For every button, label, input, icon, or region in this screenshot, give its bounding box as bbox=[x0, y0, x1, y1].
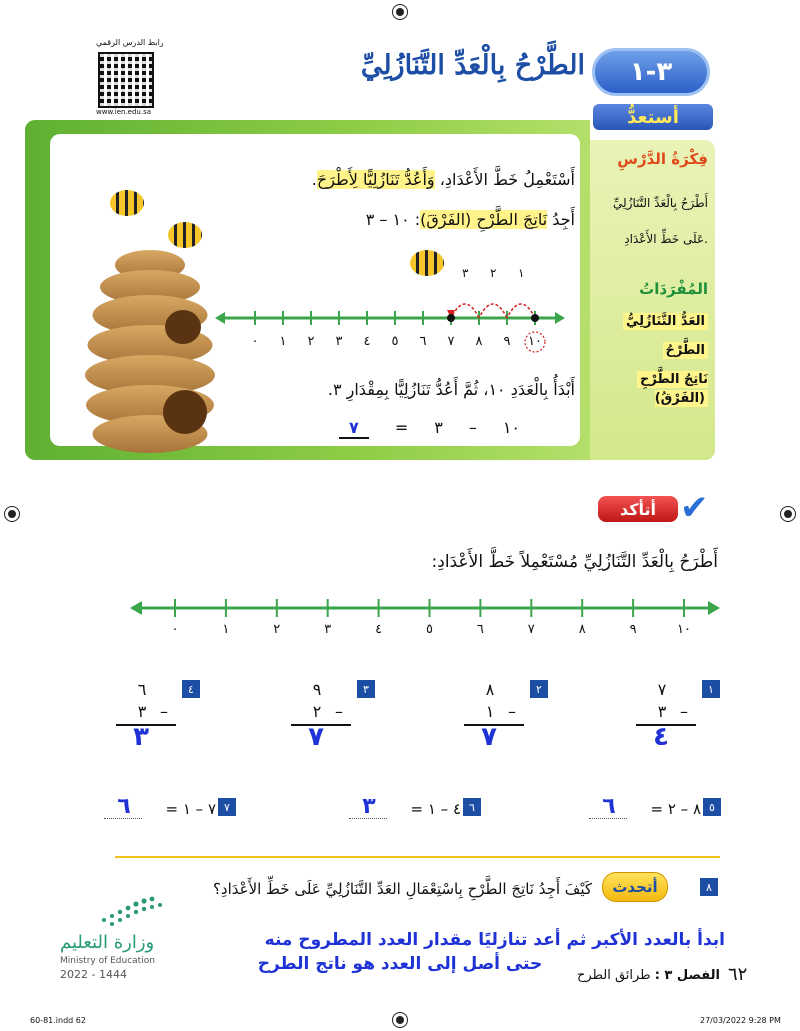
number-line-label: ٨ bbox=[475, 334, 483, 349]
section-divider bbox=[115, 856, 720, 858]
bee-icon bbox=[110, 190, 144, 216]
beehive-illustration bbox=[85, 250, 215, 460]
talk-badge: أتحدث bbox=[602, 872, 668, 902]
equation-answer: ٧ bbox=[339, 418, 369, 439]
intro-line-2 bbox=[240, 210, 575, 229]
answer-handwritten[interactable]: ٦ bbox=[117, 794, 131, 819]
equation-minus: – bbox=[468, 418, 477, 437]
registration-mark-left bbox=[4, 506, 20, 522]
problem-number: ٤ bbox=[182, 680, 200, 698]
ministry-logo-icon bbox=[96, 892, 166, 928]
qr-code-icon[interactable] bbox=[98, 52, 154, 108]
ministry-name-ar: وزارة التعليم bbox=[60, 932, 155, 953]
number-line-label: ٣ bbox=[324, 622, 332, 637]
vertical-problem bbox=[130, 680, 205, 760]
intro-line-1-highlight: وَأَعُدُّ تَنَازُلِيًّا لِأَطْرَحَ bbox=[316, 170, 435, 189]
answer-handwritten[interactable]: ٣ bbox=[362, 794, 376, 819]
minuend: ٨ bbox=[485, 680, 495, 699]
problem-number: ٧ bbox=[218, 798, 236, 816]
minus-sign: – bbox=[508, 702, 516, 721]
qr-caption: رابط الدرس الرقمي bbox=[96, 38, 164, 47]
print-date: 27/03/2022 9:28 PM bbox=[700, 1016, 781, 1025]
registration-mark-top bbox=[392, 4, 408, 20]
page-title: الطَّرْحُ بِالْعَدِّ التَّنَازُلِيِّ bbox=[360, 50, 585, 81]
problem-number: ٣ bbox=[357, 680, 375, 698]
equation-minuend: ١٠ bbox=[502, 418, 520, 437]
vertical-problem bbox=[650, 680, 725, 760]
number-line-label: ٩ bbox=[629, 622, 637, 637]
vertical-problem bbox=[305, 680, 380, 760]
minuend: ٩ bbox=[312, 680, 322, 699]
minuend: ٧ bbox=[657, 680, 667, 699]
problem-number: ٢ bbox=[530, 680, 548, 698]
equation-subtrahend: ٣ bbox=[434, 418, 443, 437]
number-line-label: ٤ bbox=[363, 334, 371, 349]
confirm-tab: أتأكد bbox=[598, 496, 678, 522]
number-line-label: ٦ bbox=[419, 334, 427, 349]
number-line-label: ٧ bbox=[527, 622, 535, 637]
number-line-label: ١ bbox=[279, 334, 287, 349]
vocab-item: العَدُّ التَّنَازُلِيُّ bbox=[623, 313, 708, 330]
horizontal-problem bbox=[362, 794, 485, 826]
lesson-sidebar bbox=[590, 140, 715, 460]
number-line-label: ٣ bbox=[335, 334, 343, 349]
registration-mark-right bbox=[780, 506, 796, 522]
subtrahend: ٣ bbox=[657, 702, 667, 721]
vertical-problem bbox=[478, 680, 553, 760]
vocabulary-list bbox=[598, 310, 708, 406]
horizontal-problem bbox=[117, 794, 240, 826]
confirm-number-line-labels bbox=[130, 622, 720, 642]
problem-number: ٥ bbox=[703, 798, 721, 816]
number-line-label: ٧ bbox=[447, 334, 455, 349]
problem-number: ٦ bbox=[463, 798, 481, 816]
intro-line-1-end: . bbox=[311, 170, 317, 189]
jump-label: ٣ bbox=[462, 266, 469, 280]
number-line-label: ٠ bbox=[171, 622, 179, 637]
number-line-label: ٢ bbox=[273, 622, 281, 637]
number-line-label: ٨ bbox=[578, 622, 586, 637]
talk-answer-line-1[interactable]: ابدأ بالعدد الأكبر ثم أعد تنازليًا مقدار العدد المطروح منه bbox=[264, 930, 725, 950]
number-line-label: ١٠ bbox=[677, 622, 691, 637]
intro-line-2-highlight: نَاتِجَ الطَّرْحِ (الفَرْقَ) bbox=[420, 210, 548, 229]
lesson-number-badge: ٣-١ bbox=[592, 48, 710, 96]
number-line-label: ٠ bbox=[251, 334, 259, 349]
equation-equals: = bbox=[394, 418, 409, 437]
answer-handwritten[interactable]: ٤ bbox=[653, 722, 669, 752]
chapter-label: الفصل ٣ : bbox=[654, 968, 720, 983]
subtrahend: ١ bbox=[485, 702, 495, 721]
number-line-label: ١ bbox=[222, 622, 230, 637]
bee-icon bbox=[168, 222, 202, 248]
number-line-label: ٩ bbox=[503, 334, 511, 349]
talk-answer-line-2[interactable]: حتى أصل إلى العدد هو ناتج الطرح bbox=[257, 954, 543, 974]
intro-line-2-text: أَجِدُ bbox=[547, 210, 575, 229]
problem-number: ٨ bbox=[700, 878, 718, 896]
expression: ٧ – ١ = bbox=[165, 800, 216, 818]
number-line-label: ٢ bbox=[307, 334, 315, 349]
qr-url[interactable]: www.ien.edu.sa bbox=[96, 108, 152, 116]
number-line-label: ٥ bbox=[391, 334, 399, 349]
lesson-idea-line-1: أَطْرَحُ بِالْعَدِّ التَّنَازُلِيِّ bbox=[613, 196, 708, 210]
vocab-item: نَاتِجُ الطَّرْحِ (الفَرْقُ) bbox=[637, 371, 708, 407]
intro-line-3: أَبْدَأُ بِالْعَدَدِ ١٠، ثُمَّ أَعُدُّ تَنَازُلِيًّا بِمِقْدَارِ ٣. bbox=[327, 380, 575, 399]
ministry-year: 2022 - 1444 bbox=[60, 968, 127, 981]
prepare-tab: أستعدُّ bbox=[593, 104, 713, 130]
file-name: 60-81.indd 62 bbox=[30, 1016, 86, 1025]
page-number: ٦٢ bbox=[728, 964, 748, 985]
expression: ٤ – ١ = bbox=[410, 800, 461, 818]
minus-sign: – bbox=[680, 702, 688, 721]
number-line-label: ١٠ bbox=[528, 334, 542, 349]
ministry-name-en: Ministry of Education bbox=[60, 956, 155, 966]
answer-handwritten[interactable]: ٦ bbox=[602, 794, 616, 819]
registration-mark-bottom bbox=[392, 1012, 408, 1028]
talk-question: كَيْفَ أَجِدُ نَاتِجَ الطَّرْحِ بِاسْتِعْمَالِ العَدِّ التَّنَازُلِيِّ عَلَى خَطِّ الأَعْدَادِ؟ bbox=[212, 880, 592, 898]
answer-handwritten[interactable]: ٧ bbox=[308, 722, 324, 752]
intro-line-1 bbox=[240, 170, 575, 189]
confirm-number-line bbox=[130, 592, 720, 626]
minuend: ٦ bbox=[137, 680, 147, 699]
expression: ٨ – ٢ = bbox=[650, 800, 701, 818]
vocab-item: الطَّرْحُ bbox=[663, 342, 708, 359]
intro-number-line-labels bbox=[215, 334, 565, 352]
confirm-instruction: أَطْرَحُ بِالْعَدِّ التَّنَازُلِيِّ مُسْتَعْمِلاً خَطَّ الأَعْدَادِ: bbox=[431, 552, 718, 572]
lesson-idea-title: فِكْرَةُ الدَّرْسِ bbox=[617, 150, 708, 168]
number-line-label: ٥ bbox=[426, 622, 433, 637]
intro-equation bbox=[300, 418, 520, 439]
intro-line-1-text: أَسْتَعْمِلُ خَطَّ الأَعْدَادِ، bbox=[434, 170, 575, 189]
chapter-title: طرائق الطرح bbox=[577, 968, 651, 983]
number-line-label: ٤ bbox=[375, 622, 383, 637]
subtrahend: ٢ bbox=[312, 702, 322, 721]
intro-line-2-end: : ١٠ – ٣ bbox=[365, 210, 421, 229]
number-line-label: ٦ bbox=[476, 622, 484, 637]
minus-sign: – bbox=[335, 702, 343, 721]
minus-sign: – bbox=[160, 702, 168, 721]
horizontal-problem bbox=[602, 794, 725, 826]
problem-number: ١ bbox=[702, 680, 720, 698]
answer-handwritten[interactable]: ٣ bbox=[133, 722, 149, 752]
vocabulary-title: المُفْرَدَاتُ bbox=[639, 280, 708, 298]
checkmark-icon: ✔ bbox=[680, 488, 709, 528]
jump-label: ٢ bbox=[490, 266, 497, 280]
answer-handwritten[interactable]: ٧ bbox=[481, 722, 497, 752]
chapter-footer bbox=[560, 968, 720, 983]
subtrahend: ٣ bbox=[137, 702, 147, 721]
lesson-idea-line-2: عَلَى خَطِّ الأَعْدَادِ. bbox=[624, 232, 708, 246]
jump-label: ١ bbox=[518, 266, 525, 280]
